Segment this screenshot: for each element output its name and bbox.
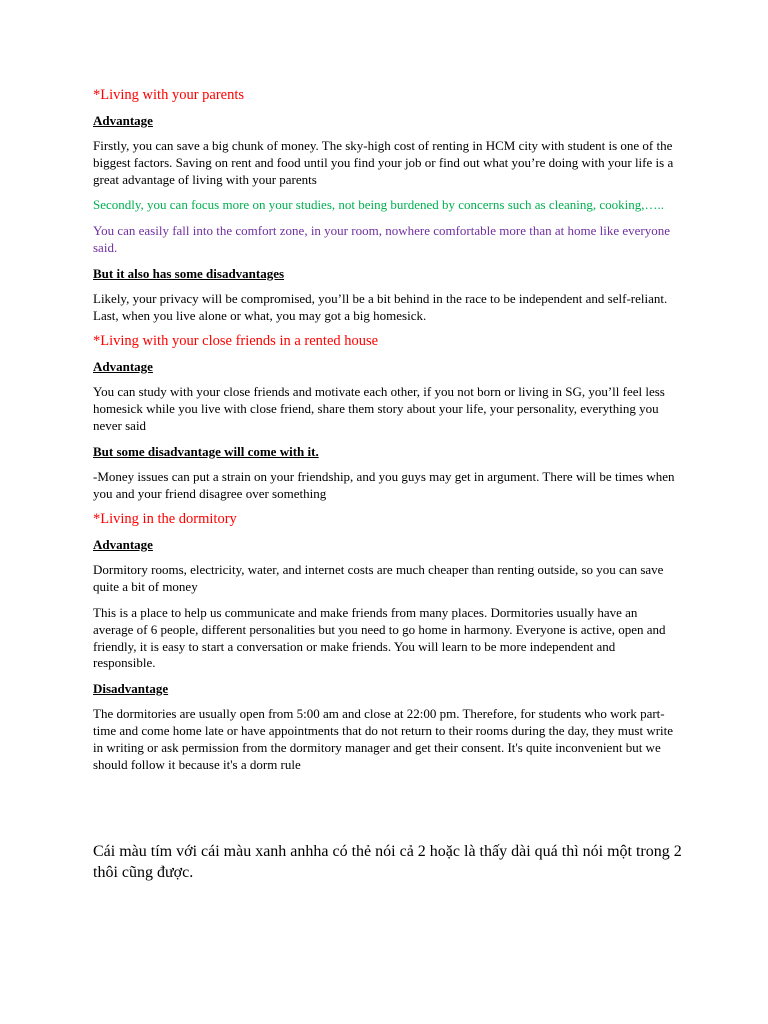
paragraph-dormitory-cost: Dormitory rooms, electricity, water, and internet costs are much cheaper than renting outside, so you can save quite a bit of money bbox=[93, 562, 664, 595]
paragraph-parents-saving: Firstly, you can save a big chunk of money. The sky-high cost of renting in HCM city with student is one of the biggest factors. Saving on rent and food until you find your job or find out what you’re doing with your life is a great advantage of living with your parents bbox=[93, 138, 674, 187]
paragraph-friends-study: You can study with your close friends and motivate each other, if you not born or living in SG, you’ll feel less homesick while you live with close friend, share them story about your life, your personality, everything you never said bbox=[93, 384, 665, 433]
advantage-subheading-friends: Advantage bbox=[93, 359, 153, 375]
vietnamese-note: Cái màu tím với cái màu xanh anhha có thẻ nói cả 2 hoặc là thấy dài quá thì nói một trong 2 thôi cũng được. bbox=[93, 843, 682, 881]
paragraph-parents-comfort: You can easily fall into the comfort zone, in your room, nowhere comfortable more than at home like everyone said. bbox=[93, 223, 671, 255]
paragraph-dormitory-hours: The dormitories are usually open from 5:00 am and close at 22:00 pm. Therefore, for students who work part-time and come home late or have appointments that do not return to their rooms during the day, they must write in writing or ask permission from the dormitory manager and get their consent. It's quite inconvenient but we should follow it because it's a dorm rule bbox=[93, 706, 674, 772]
paragraph-parents-privacy: Likely, your privacy will be compromised, you’ll be a bit behind in the race to be independent and self-reliant. Last, when you live alone or what, you may got a big homesick. bbox=[93, 290, 668, 323]
disadvantage-subheading-dormitory: Disadvantage bbox=[93, 681, 169, 697]
advantage-subheading-parents: Advantage bbox=[93, 113, 153, 128]
paragraph-friends-money: -Money issues can put a strain on your friendship, and you guys may get in argument. There will be times when you and your friend disagree over something bbox=[93, 468, 675, 501]
document-body bbox=[93, 87, 678, 782]
paragraph-parents-studies: Secondly, you can focus more on your studies, not being burdened by concerns such as cleaning, cooking,….. bbox=[93, 197, 665, 213]
disadvantage-subheading-friends: But some disadvantage will come with it. bbox=[93, 443, 319, 459]
section-heading-parents: *Living with your parents bbox=[93, 87, 245, 103]
section-heading-dormitory: *Living in the dormitory bbox=[93, 511, 237, 528]
disadvantage-subheading-parents: But it also has some disadvantages bbox=[93, 265, 285, 281]
advantage-subheading-dormitory: Advantage bbox=[93, 537, 153, 553]
paragraph-dormitory-friends: This is a place to help us communicate and make friends from many places. Dormitories usually have an average of 6 people, different personalities but you need to go home in harmony. Everyone is active, open and friendly, it is easy to start a conversation or make friends. You will learn to be more independent and responsible. bbox=[93, 604, 666, 671]
section-heading-friends: *Living with your close friends in a rented house bbox=[93, 333, 379, 350]
